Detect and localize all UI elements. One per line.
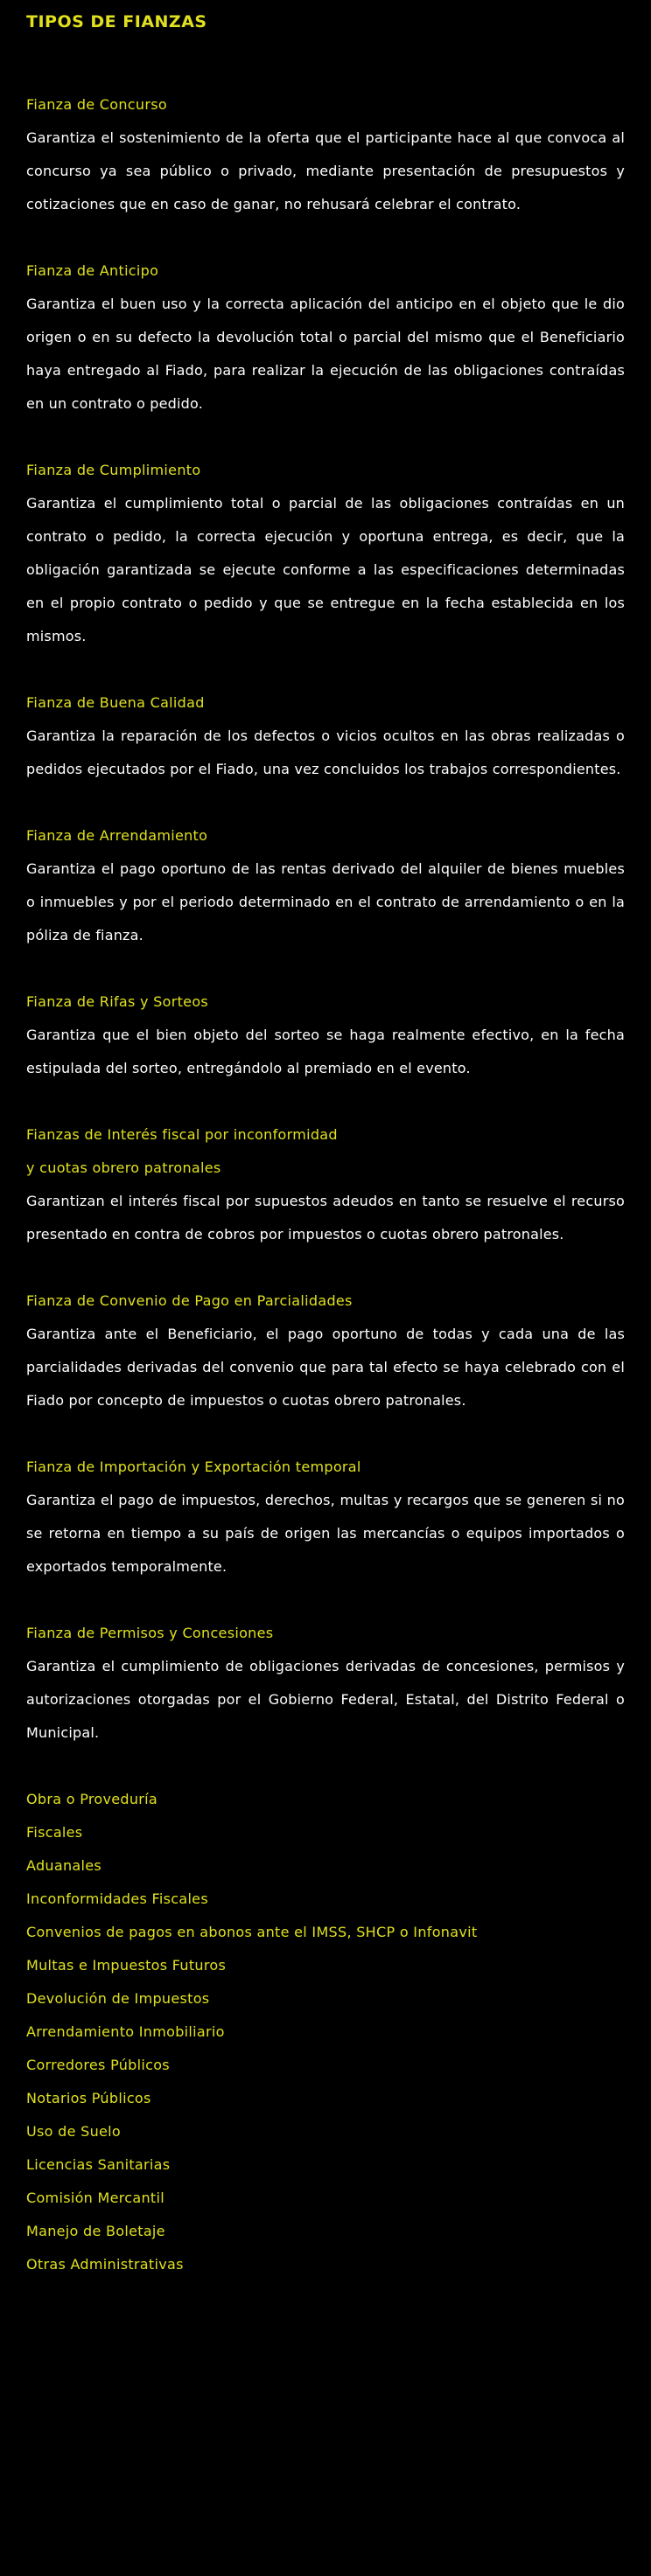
section-description: Garantiza el pago oportuno de las rentas derivado del alquiler de bienes muebles o inmuebles y por el periodo determinado en el contrato de arrendamiento o en la póliza de fianza. <box>26 860 625 943</box>
section-heading: Fianza de Importación y Exportación temporal <box>26 1459 361 1475</box>
list-item: Convenios de pagos en abonos ante el IMSS, SHCP o Infonavit <box>26 1924 478 1940</box>
section-description: Garantiza ante el Beneficiario, el pago oportuno de todas y cada una de las parcialidades derivadas del convenio que para tal efecto se haya celebrado con el Fiado por concepto de impuestos o cuotas obrero patronales. <box>26 1326 625 1409</box>
section-description: Garantiza la reparación de los defectos o vicios ocultos en las obras realizadas o pedidos ejecutados por el Fiado, una vez concluidos los trabajos correspondientes. <box>26 728 625 777</box>
section-permisos-concesiones <box>26 1617 625 1750</box>
section-description: Garantiza el cumplimiento de obligaciones derivadas de concesiones, permisos y autorizaciones otorgadas por el Gobierno Federal, Estatal, del Distrito Federal o Municipal. <box>26 1658 625 1741</box>
section-description: Garantiza el pago de impuestos, derechos, multas y recargos que se generen si no se retorna en tiempo a su país de origen las mercancías o equipos importados o exportados temporalmente. <box>26 1492 625 1575</box>
list-item: Fiscales <box>26 1824 83 1841</box>
section-heading: Fianza de Arrendamiento <box>26 827 208 844</box>
list-item: Notarios Públicos <box>26 2090 151 2106</box>
list-item: Devolución de Impuestos <box>26 1990 210 2007</box>
section-description: Garantiza el buen uso y la correcta aplicación del anticipo en el objeto que le dio origen o en su defecto la devolución total o parcial del mismo que el Beneficiario haya entregado al Fiado, para realizar la ejecución de las obligaciones contraídas en un contrato o pedido. <box>26 296 625 412</box>
section-interes-fiscal <box>26 1118 625 1251</box>
list-item: Corredores Públicos <box>26 2057 170 2073</box>
section-arrendamiento <box>26 819 625 952</box>
section-description: Garantiza el cumplimiento total o parcial de las obligaciones contraídas en un contrato o pedido, la correcta ejecución y oportuna entrega, es decir, que la obligación garantizada se ejecute conforme a las especificaciones determinadas en el propio contrato o pedido y que se entregue en la fecha establecida en los mismos. <box>26 495 625 644</box>
section-anticipo <box>26 254 625 421</box>
section-heading: Fianzas de Interés fiscal por inconformidad <box>26 1126 338 1143</box>
section-heading: Fianza de Anticipo <box>26 262 159 279</box>
section-description: Garantiza que el bien objeto del sorteo se haga realmente efectivo, en la fecha estipulada del sorteo, entregándolo al premiado en el evento. <box>26 1027 625 1076</box>
section-heading-line2: y cuotas obrero patronales <box>26 1159 221 1176</box>
list-item: Aduanales <box>26 1857 102 1874</box>
list-item: Comisión Mercantil <box>26 2190 164 2206</box>
section-concurso <box>26 88 625 221</box>
section-convenio-pago <box>26 1285 625 1417</box>
list-item: Multas e Impuestos Futuros <box>26 1957 227 1974</box>
section-cumplimiento <box>26 454 625 653</box>
list-item: Arrendamiento Inmobiliario <box>26 2023 225 2040</box>
list-item: Inconformidades Fiscales <box>26 1890 208 1907</box>
section-buena-calidad <box>26 686 625 786</box>
fianza-categories-list <box>26 1783 625 2281</box>
section-heading: Fianza de Cumplimiento <box>26 462 201 478</box>
section-heading: Fianza de Convenio de Pago en Parcialidades <box>26 1292 353 1309</box>
section-heading: Fianza de Rifas y Sorteos <box>26 993 209 1010</box>
section-description: Garantiza el sostenimiento de la oferta que el participante hace al que convoca al concurso ya sea público o privado, mediante presentación de presupuestos y cotizaciones que en caso de ganar, no rehusará celebrar el contrato. <box>26 129 625 212</box>
list-item: Uso de Suelo <box>26 2123 121 2140</box>
section-importacion-exportacion <box>26 1451 625 1584</box>
list-item: Obra o Proveduría <box>26 1791 158 1807</box>
page-title: TIPOS DE FIANZAS <box>26 12 207 31</box>
section-heading: Fianza de Buena Calidad <box>26 694 205 711</box>
section-description: Garantizan el interés fiscal por supuestos adeudos en tanto se resuelve el recurso presentado en contra de cobros por impuestos o cuotas obrero patronales. <box>26 1193 625 1243</box>
list-item: Otras Administrativas <box>26 2256 184 2273</box>
list-item: Manejo de Boletaje <box>26 2223 165 2239</box>
list-item: Licencias Sanitarias <box>26 2156 171 2173</box>
section-heading: Fianza de Concurso <box>26 96 167 113</box>
section-rifas-sorteos <box>26 985 625 1085</box>
section-heading: Fianza de Permisos y Concesiones <box>26 1625 274 1641</box>
